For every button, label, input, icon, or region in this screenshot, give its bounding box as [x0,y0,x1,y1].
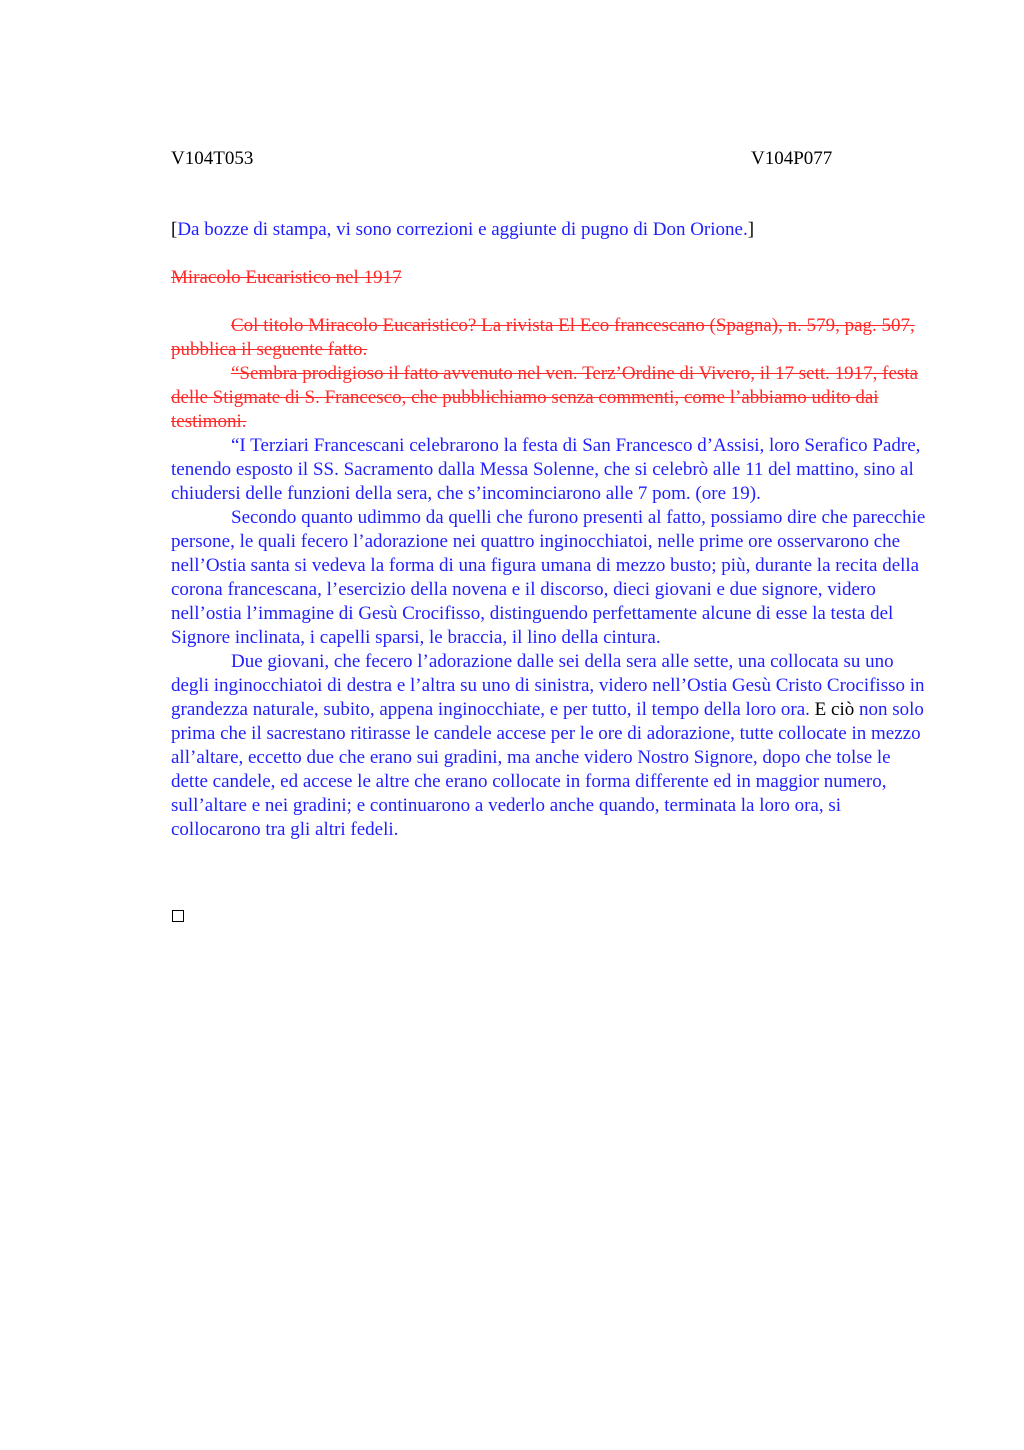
paragraph-due-giovani-part-3: non solo prima che il sacrestano ritirasse le candele accese per le ore di adorazione, tutte collocate in mezzo all’altare, eccetto due che erano sui gradini, ma anche videro Nostro Signore, dopo che tolse le dette candele, ed accese le altre che erano collocate in forma differente ed in maggior numero, sull’altare e nei gradini; e continuarono a vederlo anche quando, terminata la loro ora, si collocarono tra gli altri fedeli. [171,699,924,840]
paragraph-due-giovani-part-2: E ciò [814,699,855,720]
paragraph-due-giovani-part-1: Due giovani, che fecero l’adorazione dalle sei della sera alle sette, una collocata su uno degli inginocchiatoi di destra e l’altra su uno di sinistra, videro nell’Ostia Gesù Cristo Crocifisso in grandezza naturale, subito, appena inginocchiate, e per tutto, il tempo della loro ora. [171,651,925,720]
note-close-bracket: ] [747,219,755,240]
document-code-right: V104P077 [751,148,833,169]
paragraph-due-giovani [171,650,931,842]
document-code-left: V104T053 [171,148,254,169]
editor-note [171,218,931,242]
note-open-bracket: [ [171,219,178,240]
body-text [171,314,931,842]
deleted-title: Miracolo Eucaristico nel 1917 [171,267,402,288]
end-marker-box [172,910,184,922]
note-text: Da bozze di stampa, vi sono correzioni e aggiunte di pugno di Don Orione. [177,219,748,240]
paragraph-secondo: Secondo quanto udimmo da quelli che furono presenti al fatto, possiamo dire che parecchie persone, le quali fecero l’adorazione nei quattro inginocchiatoi, nelle prime ore osservarono che nell’Ostia santa si vedeva la forma di una figura umana di mezzo busto; più, durante la recita della corona francescana, l’esercizio della novena e il discorso, dieci giovani e due signore, videro nell’ostia l’immagine di Gesù Crocifisso, distinguendo perfettamente alcune di esse la testa del Signore inclinata, i capelli sparsi, le braccia, il lino della cintura. [171,507,926,648]
deleted-paragraph-2: “Sembra prodigioso il fatto avvenuto nel ven. Terz’Ordine di Vivero, il 17 sett. 1917, festa delle Stigmate di S. Francesco, che pubblichiamo senza commenti, come l’abbiamo udito dai testimoni. [171,363,918,432]
paragraph-terziari: “I Terziari Francescani celebrarono la festa di San Francesco d’Assisi, loro Serafico Padre, tenendo esposto il SS. Sacramento dalla Messa Solenne, che si celebrò alle 11 del mattino, sino al chiudersi delle funzioni della sera, che s’incominciarono alle 7 pom. (ore 19). [171,435,921,504]
deleted-paragraph-1: Col titolo Miracolo Eucaristico? La rivista El Eco francescano (Spagna), n. 579, pag. 507, pubblica il seguente fatto. [171,315,915,360]
